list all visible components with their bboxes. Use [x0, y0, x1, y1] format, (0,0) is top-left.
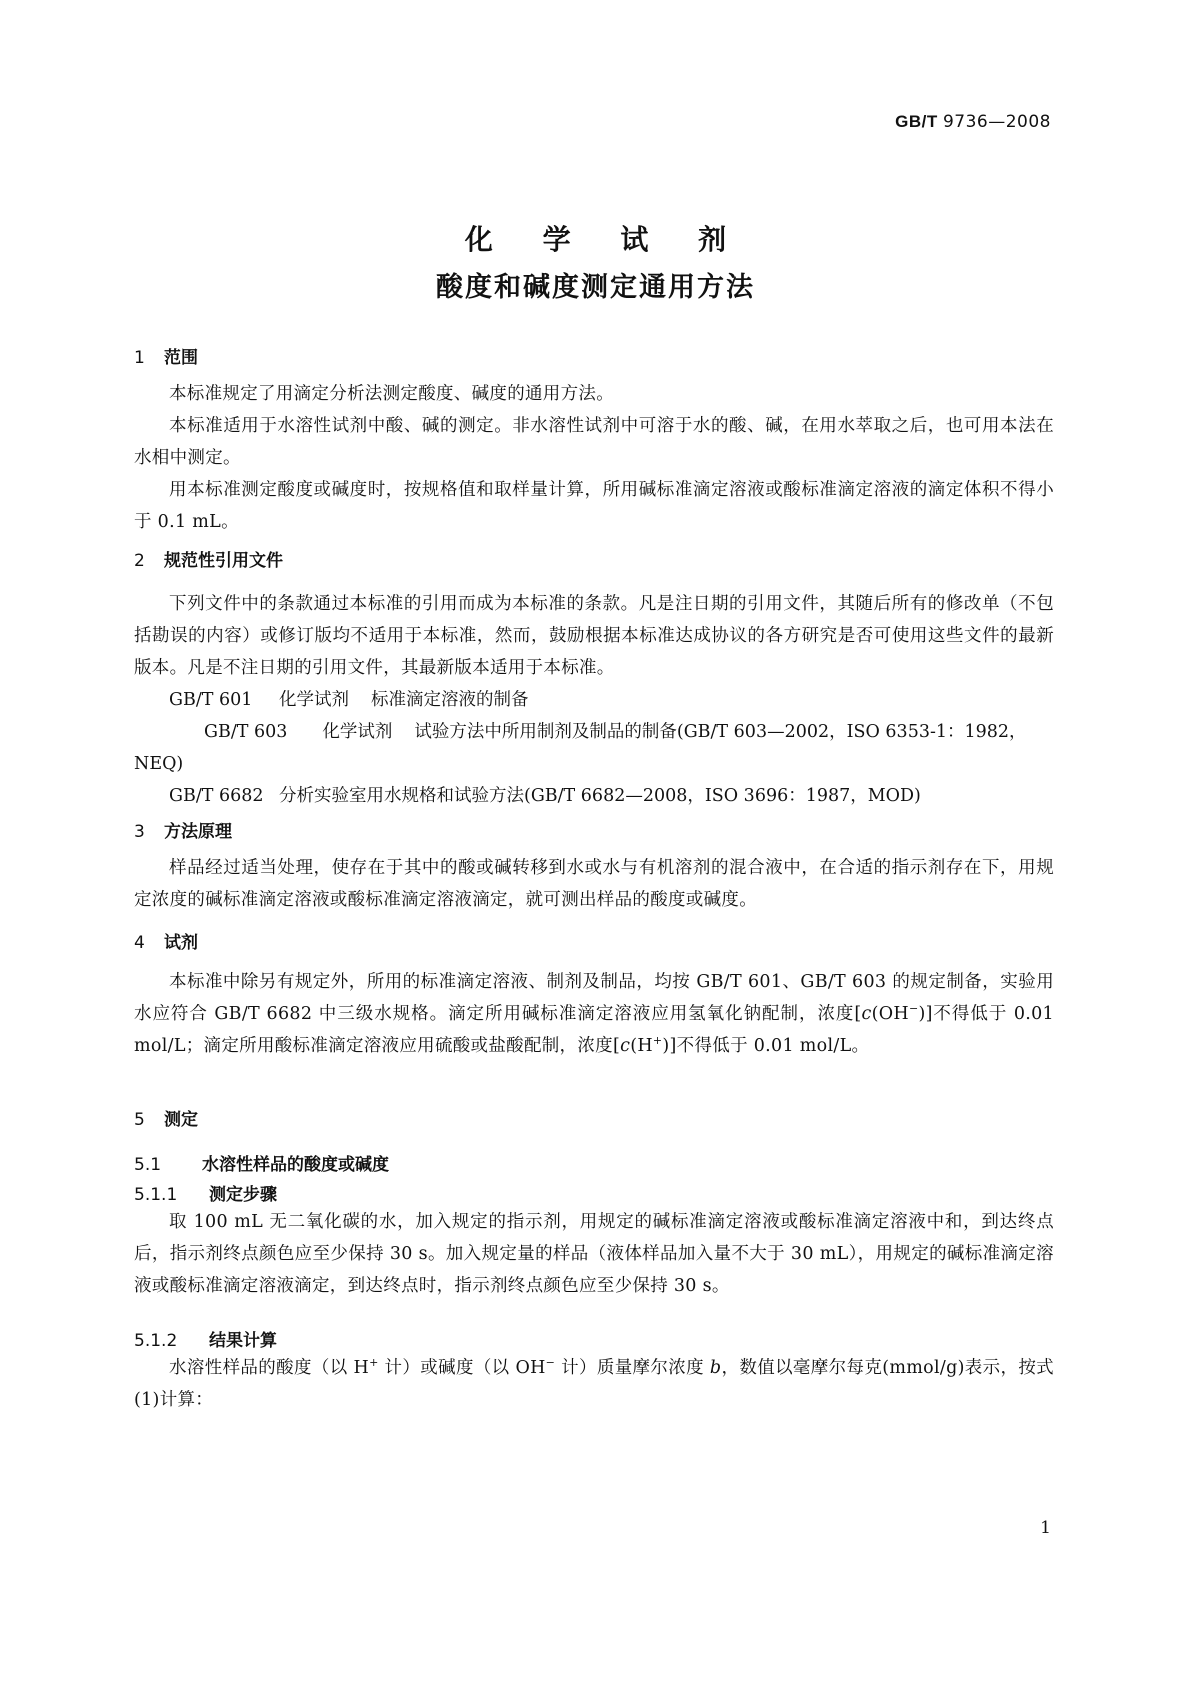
section-title: 规范性引用文件 — [164, 551, 283, 571]
section-5-heading — [134, 1105, 198, 1130]
reference-item — [134, 684, 1054, 716]
reference-category: 化学试剂 — [322, 722, 393, 742]
section-4-heading — [134, 928, 198, 953]
section-number: 2 — [134, 551, 145, 571]
section-number: 5.1 — [134, 1155, 162, 1175]
section-title: 测定步骤 — [209, 1185, 277, 1205]
text-run: (H — [630, 1036, 653, 1056]
section-number: 5.1.2 — [134, 1331, 178, 1351]
section-2-heading — [134, 546, 283, 571]
text-run: 计）或碱度（以 OH — [378, 1358, 546, 1378]
section-5-1-2-para-1 — [134, 1352, 1054, 1416]
reference-title: 标准滴定溶液的制备 — [371, 690, 529, 710]
section-number: 1 — [134, 348, 145, 368]
text-run: ，数值以毫摩尔每克(mmol/g)表示，按式(1)计算： — [134, 1358, 1054, 1410]
section-number: 3 — [134, 822, 145, 842]
section-4-para-1 — [134, 966, 1054, 1062]
reference-category: 化学试剂 — [279, 690, 349, 710]
superscript: + — [652, 1034, 663, 1048]
section-1-heading — [134, 343, 198, 368]
text-run: 计）质量摩尔浓度 — [555, 1358, 710, 1378]
section-5-1-heading — [134, 1150, 389, 1175]
reference-item — [134, 780, 1054, 812]
section-title: 测定 — [164, 1110, 198, 1130]
section-title: 水溶性样品的酸度或碱度 — [202, 1155, 389, 1175]
symbol-c: c — [861, 1004, 872, 1024]
section-5-1-1-para-1: 取 100 mL 无二氧化碳的水，加入规定的指示剂，用规定的碱标准滴定溶液或酸标准滴定溶液中和，到达终点后，指示剂终点颜色应至少保持 30 s。加入规定量的样品（液体样品加入量不大于 30 mL），用规定的碱标准滴定溶液或酸标准滴定溶液滴定，到达终点时，指示剂终点颜色应至少保持 30 s。 — [134, 1212, 1054, 1296]
section-5-1-1-heading — [134, 1180, 277, 1205]
symbol-b: b — [709, 1358, 722, 1378]
section-number: 4 — [134, 933, 145, 953]
section-title: 试剂 — [164, 933, 198, 953]
section-1-para-1: 本标准规定了用滴定分析法测定酸度、碱度的通用方法。 — [169, 384, 614, 404]
section-3-heading — [134, 817, 232, 842]
text-run: 水溶性样品的酸度（以 H — [169, 1358, 370, 1378]
reference-item — [134, 716, 1054, 780]
text-run: )]不得低于 0.01 mol/L；滴定所用酸标准滴定溶液应用硫酸或盐酸配制，浓度[ — [134, 1004, 1054, 1056]
reference-code: GB/T 6682 — [169, 786, 264, 806]
superscript: − — [908, 1002, 919, 1016]
section-title: 方法原理 — [164, 822, 232, 842]
reference-title: 分析实验室用水规格和试验方法(GB/T 6682—2008，ISO 3696：1987，MOD) — [279, 786, 921, 806]
page-number: 1 — [1040, 1518, 1051, 1538]
superscript: − — [545, 1356, 556, 1370]
section-title: 结果计算 — [209, 1331, 277, 1351]
text-run: 本标准中除另有规定外，所用的标准滴定溶液、制剂及制品，均按 GB/T 601、GB/T 603 的规定制备，实验用水应符合 GB/T 6682 中三级水规格。滴定所用碱标准滴定溶液应用氢氧化钠配制，浓度[ — [134, 972, 1054, 1024]
section-number: 5 — [134, 1110, 145, 1130]
section-number: 5.1.1 — [134, 1185, 178, 1205]
superscript: + — [369, 1356, 379, 1370]
standard-prefix: GB/T — [895, 112, 938, 131]
section-1-para-3: 用本标准测定酸度或碱度时，按规格值和取样量计算，所用碱标准滴定溶液或酸标准滴定溶液的滴定体积不得小于 0.1 mL。 — [134, 480, 1054, 532]
section-title: 范围 — [164, 348, 198, 368]
document-subtitle: 酸度和碱度测定通用方法 — [436, 272, 755, 303]
text-run: )]不得低于 0.01 mol/L。 — [662, 1036, 870, 1056]
symbol-c: c — [620, 1036, 631, 1056]
standard-number — [895, 112, 1051, 132]
standard-code: 9736—2008 — [942, 112, 1051, 132]
section-2-para-1: 下列文件中的条款通过本标准的引用而成为本标准的条款。凡是注日期的引用文件，其随后所有的修改单（不包括勘误的内容）或修订版均不适用于本标准，然而，鼓励根据本标准达成协议的各方研究是否可使用这些文件的最新版本。凡是不注日期的引用文件，其最新版本适用于本标准。 — [134, 594, 1054, 678]
document-title: 化 学 试 剂 — [464, 223, 747, 256]
section-3-para-1: 样品经过适当处理，使存在于其中的酸或碱转移到水或水与有机溶剂的混合液中，在合适的指示剂存在下，用规定浓度的碱标准滴定溶液或酸标准滴定溶液滴定，就可测出样品的酸度或碱度。 — [134, 858, 1054, 910]
section-5-1-2-heading — [134, 1326, 277, 1351]
reference-title: 试验方法中所用制剂及制品的制备(GB/T 603—2002，ISO 6353-1：1982，NEQ) — [134, 722, 1027, 774]
section-1-para-2: 本标准适用于水溶性试剂中酸、碱的测定。非水溶性试剂中可溶于水的酸、碱，在用水萃取之后，也可用本法在水相中测定。 — [134, 416, 1054, 468]
reference-code: GB/T 601 — [169, 690, 253, 710]
reference-code: GB/T 603 — [204, 722, 288, 742]
text-run: (OH — [871, 1004, 909, 1024]
